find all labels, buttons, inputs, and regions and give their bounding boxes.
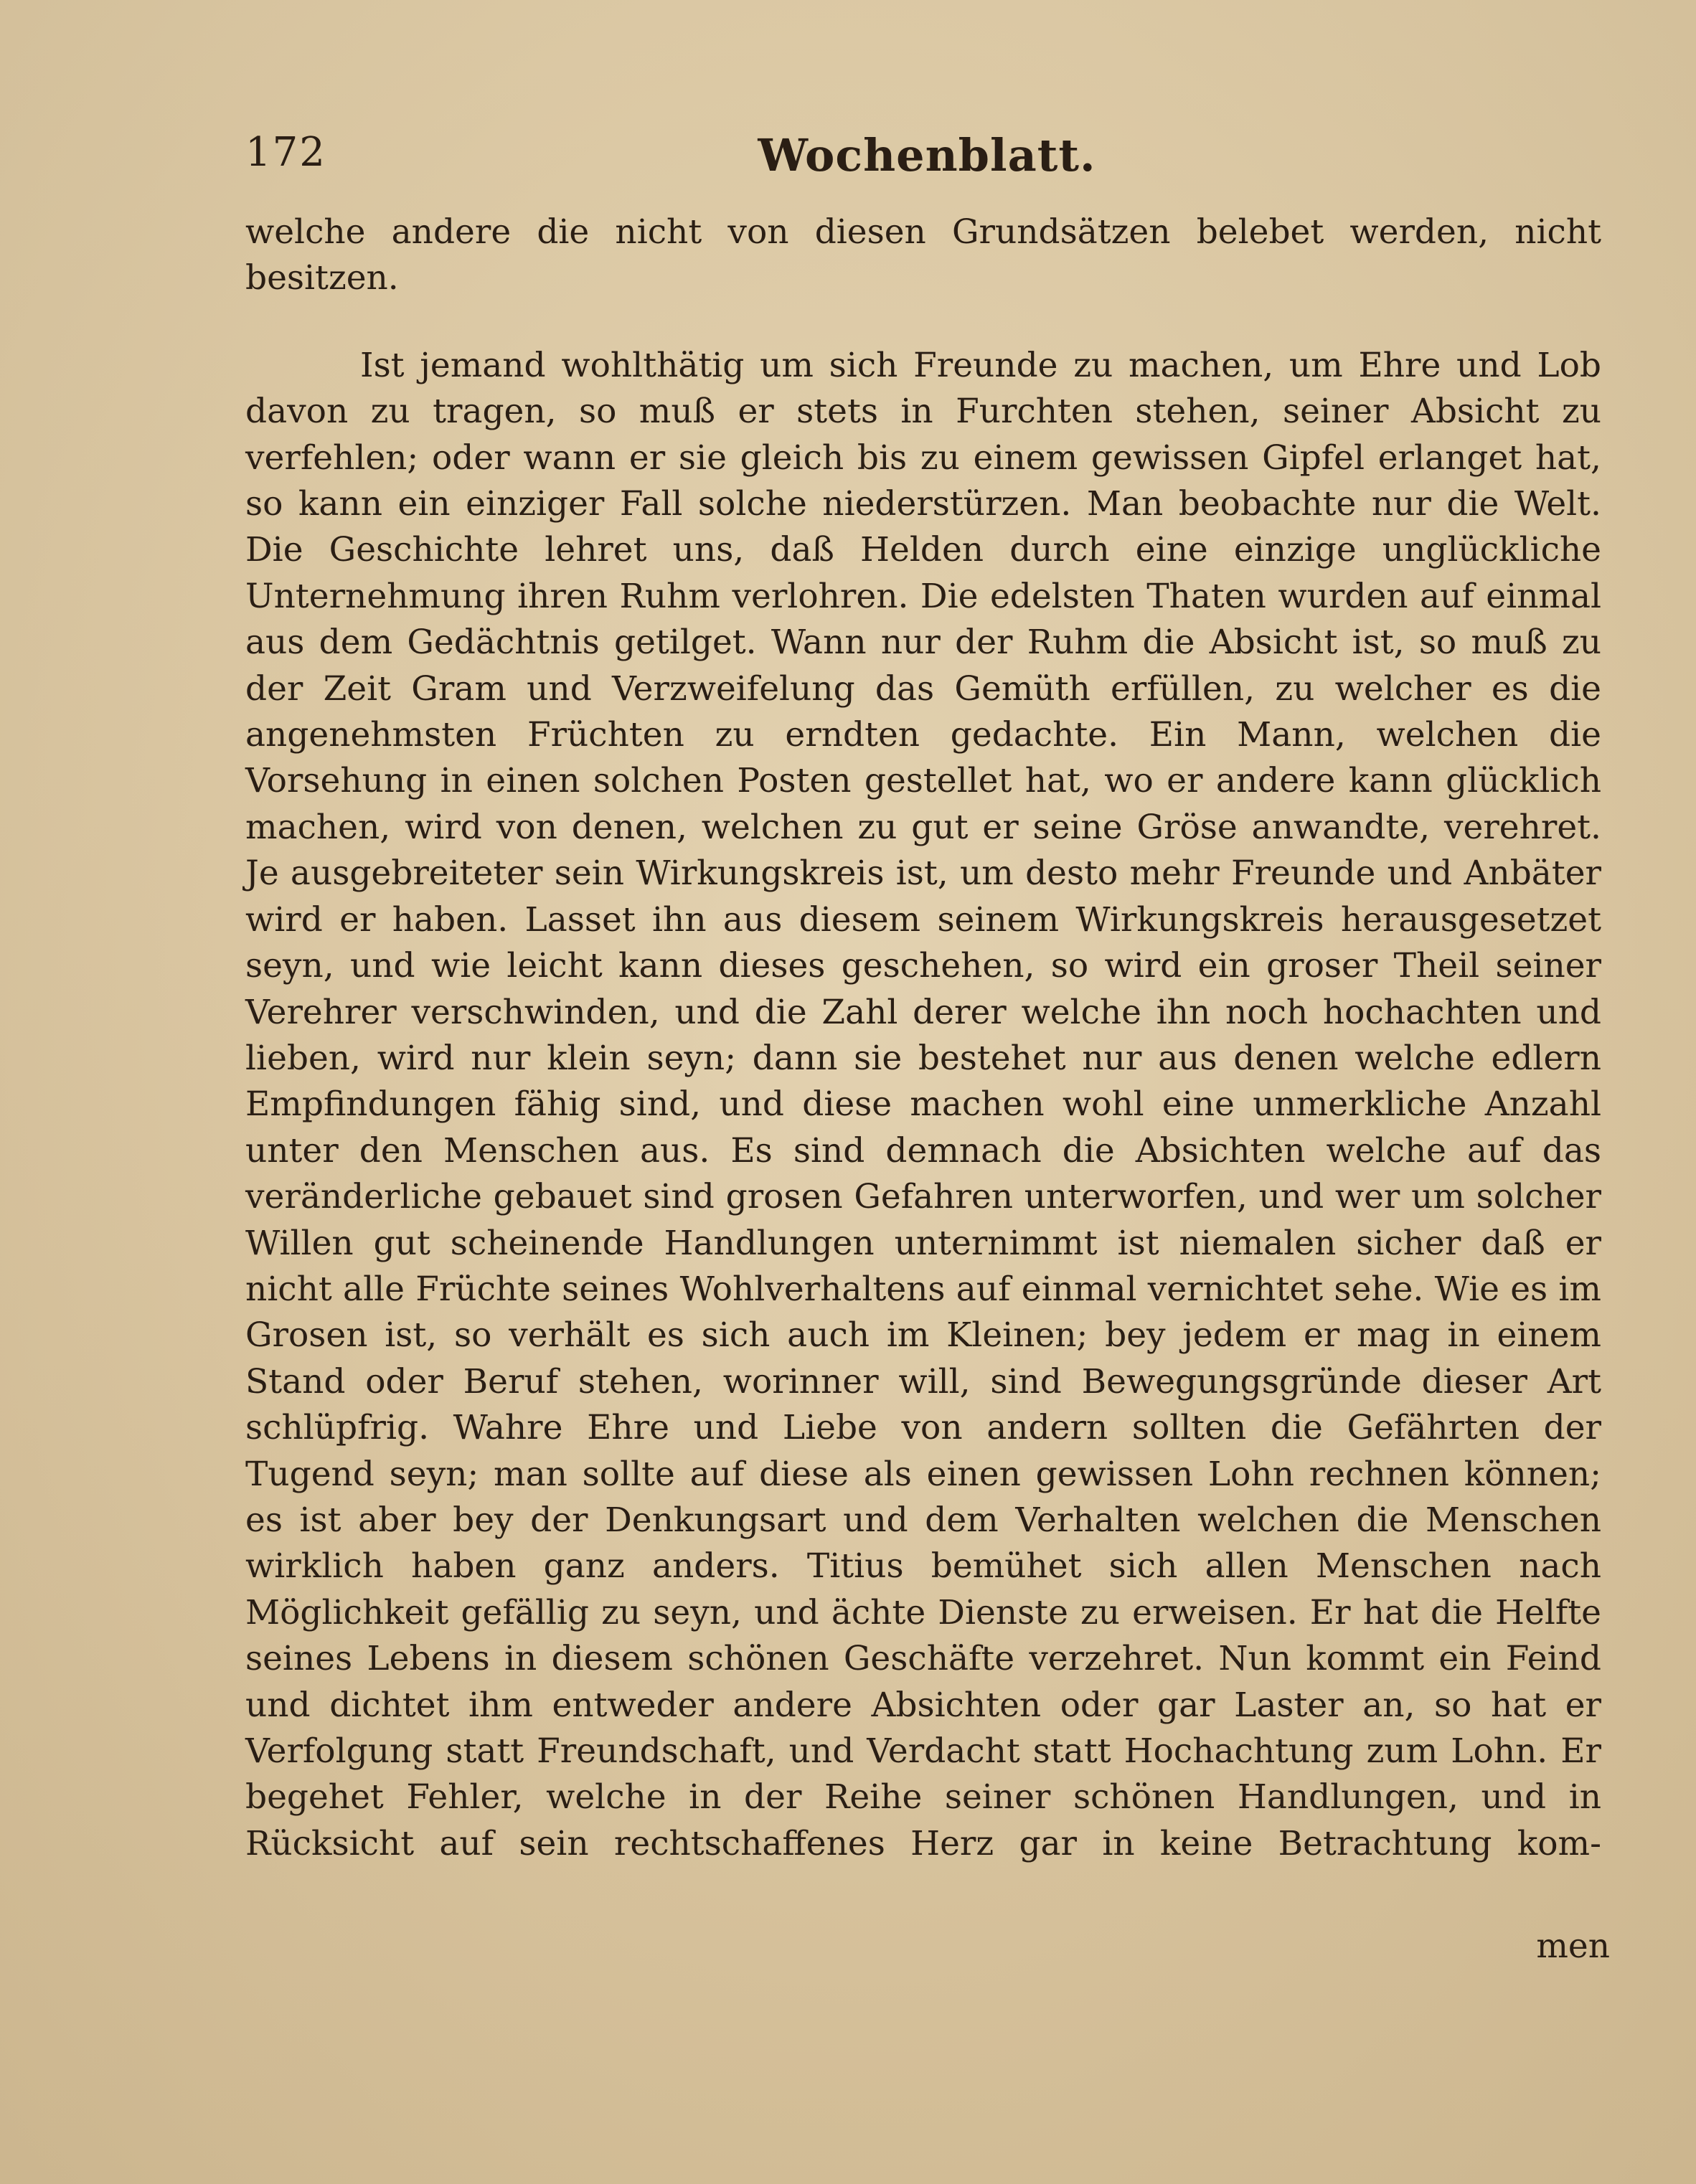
page-header bbox=[245, 122, 1608, 186]
page-number: 172 bbox=[245, 129, 326, 176]
running-title: Wochenblatt. bbox=[758, 129, 1096, 181]
catchword: men bbox=[1536, 1927, 1610, 1966]
paragraph-main: Ist jemand wohlthätig um sich Freunde zu machen, um Ehre und Lob davon zu tragen, so muß er stets in Furchten stehen, seiner Absicht zu verfehlen; oder wann er sie gleich bis zu einem gewissen Gipfel erlanget hat, so kann ein einziger Fall solche niederstürzen. Man beobachte nur die Welt. Die Geschichte lehret uns, daß Helden durch eine einzige unglückliche Unternehmung ihren Ruhm verlohren. Die edelsten Thaten wurden auf einmal aus dem Gedächtnis getilget. Wann nur der Ruhm die Absicht ist, so muß zu der Zeit Gram und Verzweifelung das Gemüth erfüllen, zu welcher es die angenehmsten Früchten zu erndten gedachte. Ein Mann, welchen die Vorsehung in einen solchen Posten gestellet hat, wo er andere kann glücklich machen, wird von denen, welchen zu gut er seine Gröse anwandte, verehret. Je ausgebreiteter sein Wirkungskreis ist, um desto mehr Freunde und Anbäter wird er haben. Lasset ihn aus diesem seinem Wirkungskreis herausgesetzet seyn, und wie leicht kann dieses geschehen, so wird ein groser Theil seiner Verehrer verschwinden, und die Zahl derer welche ihn noch hochachten und lieben, wird nur klein seyn; dann sie bestehet nur aus denen welche edlern Empfindungen fähig sind, und diese machen wohl eine unmerkliche Anzahl unter den Menschen aus. Es sind demnach die Absichten welche auf das veränderliche gebauet sind grosen Gefahren unterworfen, und wer um solcher Willen gut scheinende Handlungen unternimmt ist niemalen sicher daß er nicht alle Früchte seines Wohlverhaltens auf einmal vernichtet sehe. Wie es im Grosen ist, so verhält es sich auch im Kleinen; bey jedem er mag in einem Stand oder Beruf stehen, worinner will, sind Bewegungsgründe dieser Art schlüpfrig. Wahre Ehre und Liebe von andern sollten die Gefährten der Tugend seyn; man sollte auf diese als einen gewissen Lohn rechnen können; es ist aber bey der Denkungsart und dem Verhalten welchen die Menschen wirklich haben ganz anders. Titius bemühet sich allen Menschen nach Möglichkeit gefällig zu seyn, und ächte Dienste zu erweisen. Er hat die Helfte seines Lebens in diesem schönen Geschäfte verzehret. Nun kommt ein Feind und dichtet ihm entweder andere Absichten oder gar Laster an, so hat er Verfolgung statt Freundschaft, und Verdacht statt Hochachtung zum Lohn. Er begehet Fehler, welche in der Reihe seiner schönen Handlungen, und in Rücksicht auf sein rechtschaffenes Herz gar in keine Betrachtung kom- bbox=[245, 345, 1601, 1863]
paragraph-continuation: welche andere die nicht von diesen Grundsätzen belebet werden, nicht besitzen. bbox=[245, 212, 1601, 298]
body-text bbox=[245, 209, 1601, 1867]
